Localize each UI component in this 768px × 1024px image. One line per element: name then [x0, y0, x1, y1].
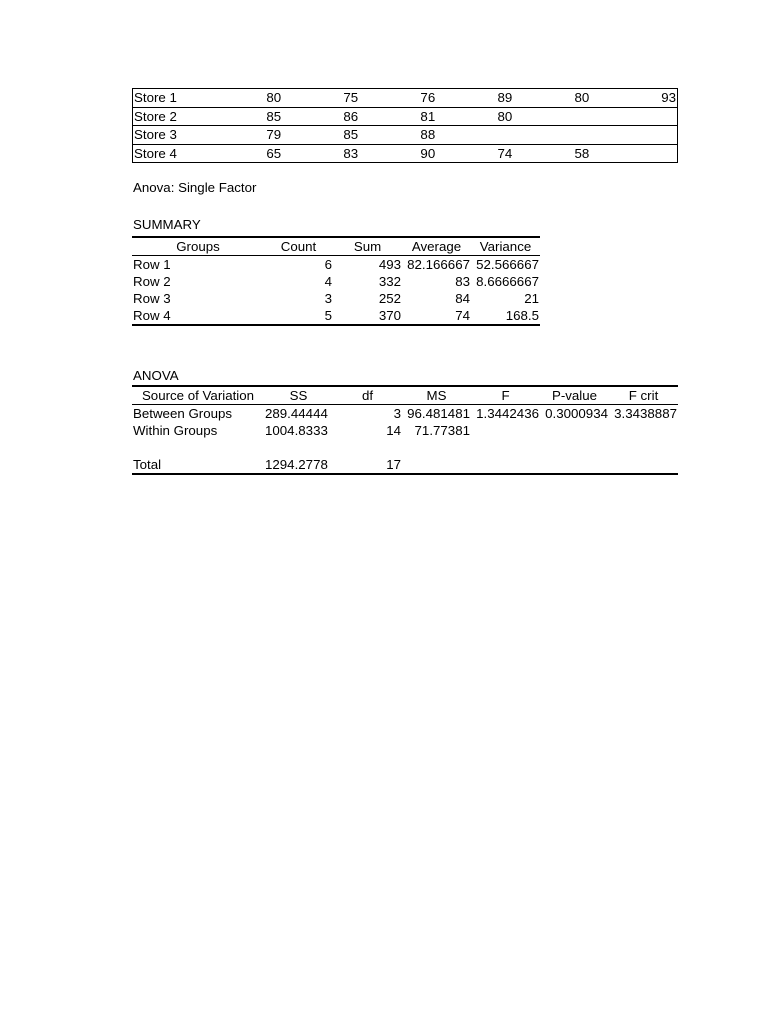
anova-cell: [333, 439, 402, 456]
anova-row: [132, 439, 678, 456]
summary-cell: 74: [402, 307, 471, 325]
data-cell: 58: [574, 145, 590, 161]
anova-cell: 0.3000934: [545, 406, 608, 421]
anova-cell: 71.77381: [414, 423, 470, 438]
anova-cell: 3.3438887: [614, 406, 677, 421]
summary-cell: 84: [455, 291, 470, 306]
data-cell: 76: [420, 90, 436, 105]
data-cell: 86: [343, 108, 359, 124]
summary-cell: Row 1: [133, 257, 171, 272]
data-row: [133, 126, 678, 145]
anova-header: SS: [264, 386, 333, 405]
data-cell: 75: [343, 90, 359, 105]
data-cell: 74: [497, 145, 513, 161]
summary-cell: Row 4: [132, 307, 264, 325]
summary-cell: 82.166667: [407, 257, 470, 272]
summary-cell: Row 2: [133, 274, 171, 289]
anova-cell: 1004.8333: [265, 423, 328, 438]
summary-cell: 52.566667: [476, 257, 539, 272]
anova-cell: 289.44444: [265, 406, 328, 421]
anova-cell: 1.3442436: [476, 406, 539, 421]
anova-cell: 96.481481: [407, 406, 470, 421]
anova-header: MS: [402, 386, 471, 405]
anova-cell: [609, 456, 678, 474]
anova-cell: [609, 439, 678, 456]
anova-header: Source of Variation: [132, 386, 264, 405]
anova-cell: 14: [386, 423, 401, 438]
data-row: [133, 89, 678, 108]
data-cell: 81: [420, 108, 436, 124]
anova-cell: [402, 439, 471, 456]
anova-header: F: [471, 386, 540, 405]
anova-title: ANOVA: [133, 368, 179, 383]
anova-cell: [132, 439, 264, 456]
summary-header: Count: [264, 237, 333, 256]
row-label: Store 1: [134, 90, 177, 105]
anova-cell: 17: [333, 456, 402, 474]
data-cell: 90: [420, 145, 436, 161]
summary-cell: 168.5: [471, 307, 540, 325]
summary-cell: 5: [264, 307, 333, 325]
row-label: Store 3: [134, 127, 177, 142]
data-cell: 80: [497, 108, 513, 124]
anova-cell: [471, 422, 540, 439]
anova-cell: [471, 439, 540, 456]
data-cell: [590, 126, 677, 145]
data-cell: [513, 107, 590, 126]
anova-cell: [540, 422, 609, 439]
anova-header: df: [333, 386, 402, 405]
data-cell: 80: [266, 90, 282, 105]
data-cell: 80: [574, 90, 590, 105]
data-cell: 93: [661, 90, 676, 105]
anova-cell: [402, 456, 471, 474]
anova-cell: [540, 439, 609, 456]
data-cell: [590, 107, 677, 126]
anova-table: [132, 385, 678, 475]
anova-header: P-value: [540, 386, 609, 405]
row-label: Store 2: [134, 108, 177, 124]
data-cell: [590, 144, 677, 163]
summary-header: Average: [402, 237, 471, 256]
summary-cell: 370: [333, 307, 402, 325]
summary-row: [132, 290, 540, 307]
anova-single-factor-title: Anova: Single Factor: [133, 180, 257, 195]
anova-header: F crit: [609, 386, 678, 405]
summary-header: Sum: [333, 237, 402, 256]
summary-table: [132, 236, 540, 326]
data-cell: [513, 126, 590, 145]
summary-header: Variance: [471, 237, 540, 256]
data-row: [133, 107, 678, 126]
data-row: [133, 144, 678, 163]
data-cell: 89: [497, 90, 513, 105]
anova-row: [132, 422, 678, 439]
summary-row: [132, 307, 540, 325]
data-cell: 85: [266, 108, 282, 124]
summary-cell: Row 3: [133, 291, 171, 306]
summary-row: [132, 273, 540, 290]
data-cell: 88: [420, 127, 436, 142]
anova-cell: [540, 456, 609, 474]
anova-cell: Total: [132, 456, 264, 474]
anova-cell: Within Groups: [133, 423, 218, 438]
anova-header-row: [132, 386, 678, 405]
data-cell: [436, 126, 513, 145]
summary-title: SUMMARY: [133, 217, 201, 232]
anova-cell: 3: [393, 406, 401, 421]
summary-cell: 493: [378, 257, 401, 272]
anova-cell: Between Groups: [133, 406, 233, 421]
anova-cell: 1294.2778: [264, 456, 333, 474]
summary-row: [132, 256, 540, 274]
data-table: [132, 88, 678, 163]
summary-header-row: [132, 237, 540, 256]
data-cell: 85: [343, 127, 359, 142]
summary-cell: 21: [524, 291, 539, 306]
data-cell: 83: [343, 145, 359, 161]
row-label: Store 4: [134, 145, 177, 161]
anova-cell: [264, 439, 333, 456]
summary-cell: 83: [455, 274, 470, 289]
anova-row: [132, 405, 678, 423]
summary-cell: 332: [378, 274, 401, 289]
data-cell: 79: [266, 127, 282, 142]
summary-cell: 6: [324, 257, 332, 272]
anova-cell: [471, 456, 540, 474]
anova-cell: [609, 422, 678, 439]
summary-cell: 252: [378, 291, 401, 306]
summary-cell: 3: [324, 291, 332, 306]
data-cell: 65: [266, 145, 282, 161]
summary-cell: 4: [324, 274, 332, 289]
anova-row: [132, 456, 678, 474]
summary-cell: 8.6666667: [476, 274, 539, 289]
summary-header: Groups: [132, 237, 264, 256]
